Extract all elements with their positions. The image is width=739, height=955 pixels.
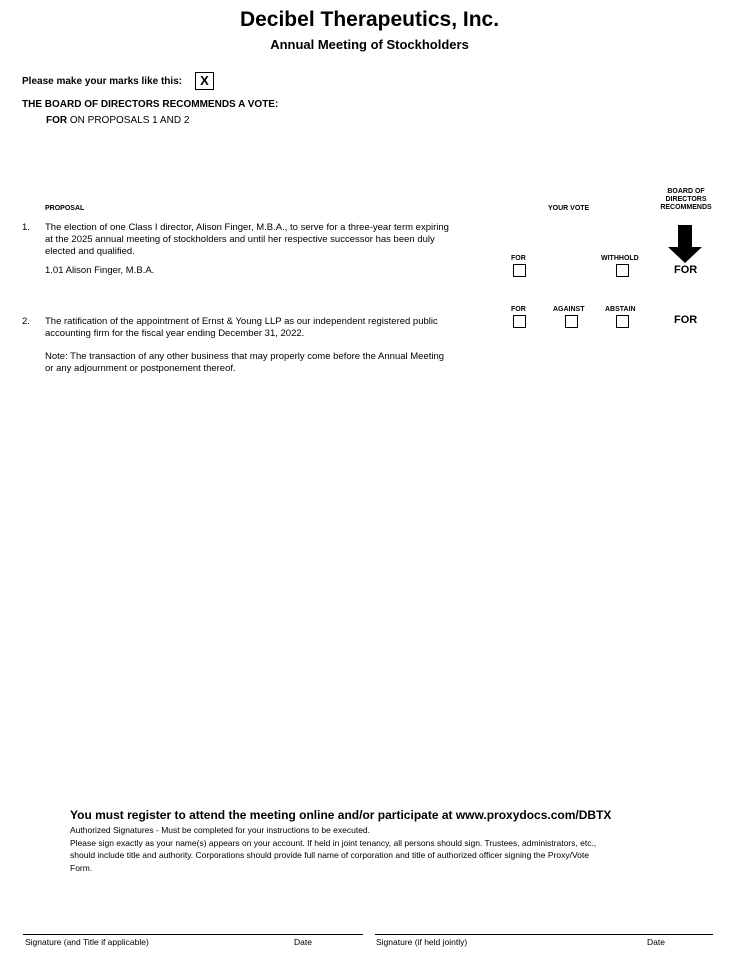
page-subtitle: Annual Meeting of Stockholders (270, 37, 469, 52)
col-your-vote-header: YOUR VOTE (548, 205, 590, 212)
board-on-proposals: ON PROPOSALS 1 AND 2 (69, 115, 190, 126)
proposal-2-against-checkbox[interactable] (565, 315, 578, 328)
note (45, 351, 515, 375)
col-board-header (650, 188, 722, 212)
proposal-2-for-checkbox[interactable] (513, 315, 526, 328)
note-line2: or any adjournment or postponement thereof. (45, 363, 236, 374)
proposal-1-withhold-label: WITHHOLD (601, 255, 639, 262)
authorized-signatures-text: Authorized Signatures - Must be completed for your instructions to be executed. (70, 825, 371, 835)
signature-1-label: Signature (and Title if applicable) (25, 937, 149, 947)
signature-2-label: Signature (if held jointly) (376, 937, 468, 947)
sign-instructions-line3: Form. (70, 862, 93, 873)
proposal-2-line2: accounting firm for the fiscal year ending December 31, 2022. (45, 328, 305, 339)
proposal-1-for-checkbox[interactable] (513, 264, 526, 277)
proposal-1-line3: elected and qualified. (45, 246, 135, 257)
col-board-header-line1: BOARD OF (667, 188, 705, 195)
proposal-1-line1: The election of one Class I director, Alison Finger, M.B.A., to serve for a three-year term expiring (45, 222, 449, 233)
signature-line-1[interactable] (23, 934, 363, 935)
proposal-1-withhold-checkbox[interactable] (616, 264, 629, 277)
board-for-word: FOR (46, 115, 68, 126)
page-title: Decibel Therapeutics, Inc. (239, 8, 500, 31)
proposal-2-number: 2. (22, 316, 30, 327)
sign-instructions-line2: should include title and authority. Corporations should provide full name of corporation and title of authorized officer signing the Proxy/Vote (70, 850, 589, 860)
marks-instruction: Please make your marks like this: (22, 76, 183, 87)
col-board-header-line2: DIRECTORS (665, 196, 707, 203)
board-heading: THE BOARD OF DIRECTORS RECOMMENDS A VOTE: (22, 99, 279, 110)
signature-line-2[interactable] (375, 934, 713, 935)
col-proposal-header: PROPOSAL (45, 205, 85, 212)
note-line1: Note: The transaction of any other business that may properly come before the Annual Meeting (45, 351, 445, 362)
proposal-1-text (45, 222, 505, 258)
proposal-2-against-label: AGAINST (553, 306, 585, 313)
date-2-label: Date (647, 937, 665, 947)
proposal-1-recommendation: FOR (674, 264, 698, 276)
footer-text (70, 824, 690, 874)
date-1-label: Date (294, 937, 312, 947)
proposal-1-for-label: FOR (511, 255, 526, 262)
proposal-2-text (45, 316, 505, 340)
register-notice: You must register to attend the meeting online and/or participate at www.proxydocs.com/DBTX (70, 808, 612, 822)
col-board-header-line3: RECOMMENDS (660, 204, 712, 211)
board-recommendation-line (46, 115, 189, 126)
sign-instructions-line1: Please sign exactly as your name(s) appears on your account. If held in joint tenancy, all persons should sign. Trustees, administrators, etc., (70, 837, 597, 848)
proposal-2-abstain-label: ABSTAIN (605, 306, 636, 313)
proposal-2-line1: The ratification of the appointment of Ernst & Young LLP as our independent registered public (45, 316, 438, 327)
proposal-2-recommendation: FOR (674, 314, 698, 326)
mark-example-box: X (195, 72, 214, 90)
proposal-1-nominee: 1.01 Alison Finger, M.B.A. (45, 265, 155, 276)
arrow-down-icon (667, 225, 703, 263)
proposal-1-line2: at the 2025 annual meeting of stockholders and until her respective successor has been duly (45, 234, 435, 245)
proposal-1-number: 1. (22, 222, 30, 233)
proposal-2-for-label: FOR (511, 306, 526, 313)
proposal-2-abstain-checkbox[interactable] (616, 315, 629, 328)
